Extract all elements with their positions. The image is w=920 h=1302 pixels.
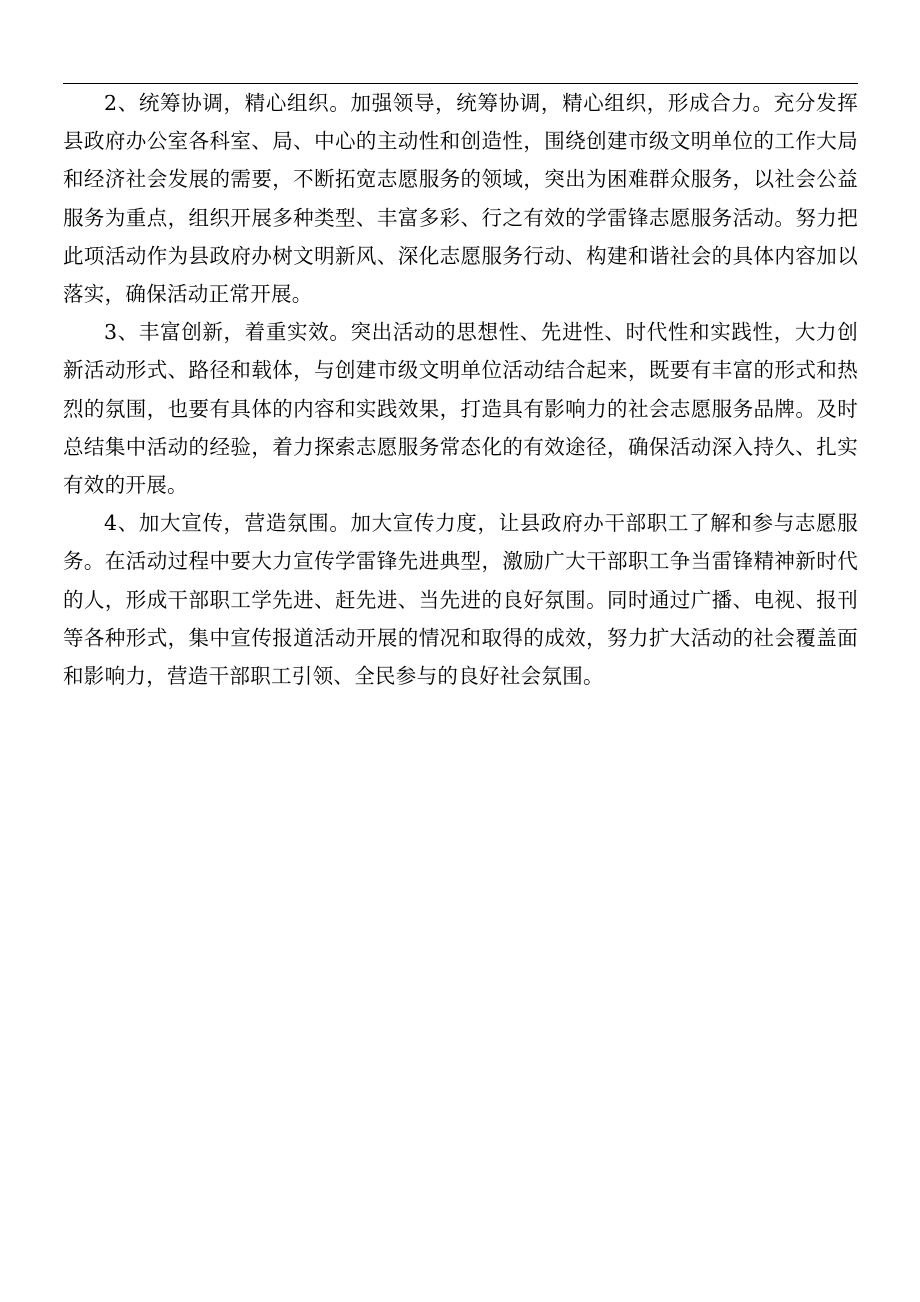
paragraph-coordination: 2、统筹协调，精心组织。加强领导，统筹协调，精心组织，形成合力。充分发挥县政府办公室各科室、局、中心的主动性和创造性，围绕创建市级文明单位的工作大局和经济社会发展的需要，不断拓宽志愿服务的领域，突出为困难群众服务，以社会公益服务为重点，组织开展多种类型、丰富多彩、行之有效的学雷锋志愿服务活动。努力把此项活动作为县政府办树文明新风、深化志愿服务行动、构建和谐社会的具体内容加以落实，确保活动正常开展。 (63, 91, 858, 307)
paragraph-publicity: 4、加大宣传，营造氛围。加大宣传力度，让县政府办干部职工了解和参与志愿服务。在活动过程中要大力宣传学雷锋先进典型，激励广大干部职工争当雷锋精神新时代的人，形成干部职工学先进、赶先进、当先进的良好氛围。同时通过广播、电视、报刊等各种形式，集中宣传报道活动开展的情况和取得的成效，努力扩大活动的社会覆盖面和影响力，营造干部职工引领、全民参与的良好社会氛围。 (63, 511, 858, 689)
paragraph-innovation: 3、丰富创新，着重实效。突出活动的思想性、先进性、时代性和实践性，大力创新活动形式、路径和载体，与创建市级文明单位活动结合起来，既要有丰富的形式和热烈的氛围，也要有具体的内容和实践效果，打造具有影响力的社会志愿服务品牌。及时总结集中活动的经验，着力探索志愿服务常态化的有效途径，确保活动深入持久、扎实有效的开展。 (63, 320, 858, 498)
document-body (63, 84, 858, 695)
